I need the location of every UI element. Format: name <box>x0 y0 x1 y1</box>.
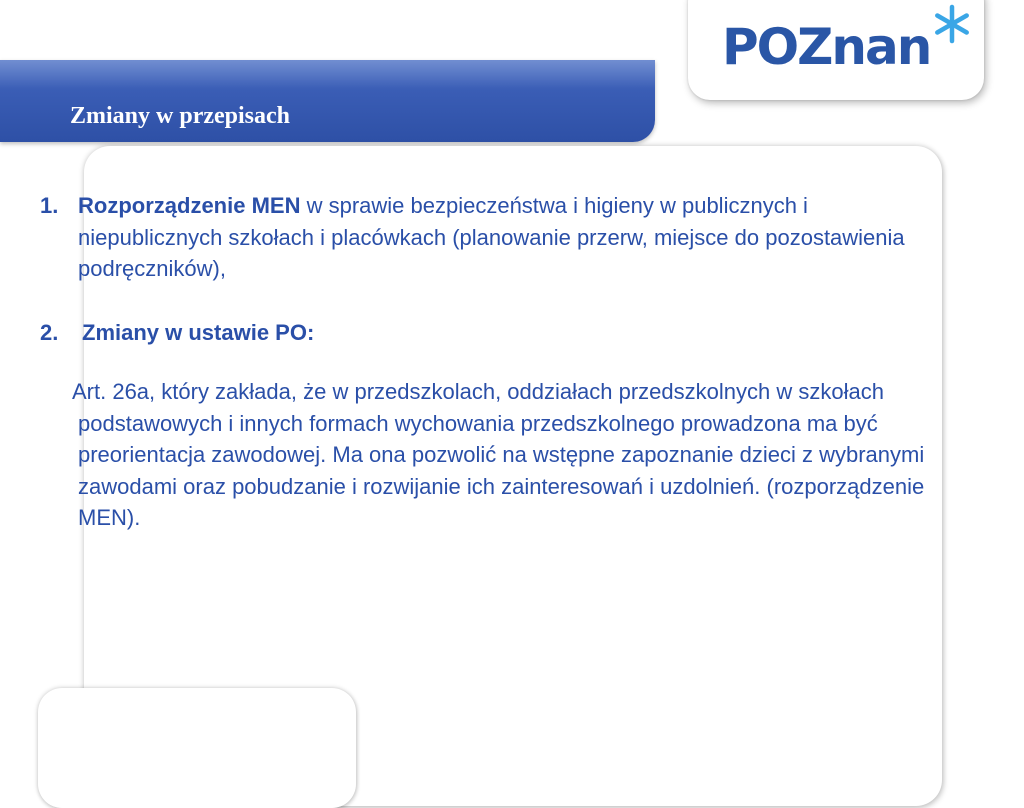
asterisk-star-icon <box>932 4 972 44</box>
regulation-description: w sprawie bezpieczeństwa i higieny w publicznych i niepublicznych szkołach i placówkach (planowanie przerw, miejsce do pozostawienia podręczników), <box>78 193 905 281</box>
regulation-title: Rozporządzenie MEN <box>78 193 301 218</box>
page-title: Zmiany w przepisach <box>70 103 291 129</box>
act-changes-heading: Zmiany w ustawie PO: <box>82 319 315 345</box>
list-item-1-text <box>78 190 930 285</box>
list-number-1: 1. <box>40 193 59 218</box>
poznan-logo: POZnan <box>722 18 931 76</box>
list-item-2 <box>40 317 930 349</box>
list-item-1 <box>40 190 930 285</box>
article-paragraph: Art. 26a, który zakłada, że w przedszkolach, oddziałach przedszkolnych w szkołach podstawowych i innych formach wychowania przedszkolnego prowadzona ma być preorientacja zawodowej. Ma ona pozwolić na wstępne zapoznanie dzieci z wybranymi zawodami oraz pobudzanie i rozwijanie ich zainteresowań i uzdolnień. (rozporządzenie MEN). <box>72 379 925 530</box>
list-number-2: 2. <box>40 319 59 345</box>
title-bar-highlight <box>0 60 655 88</box>
slide-content <box>40 190 930 534</box>
bottom-card <box>38 688 356 808</box>
